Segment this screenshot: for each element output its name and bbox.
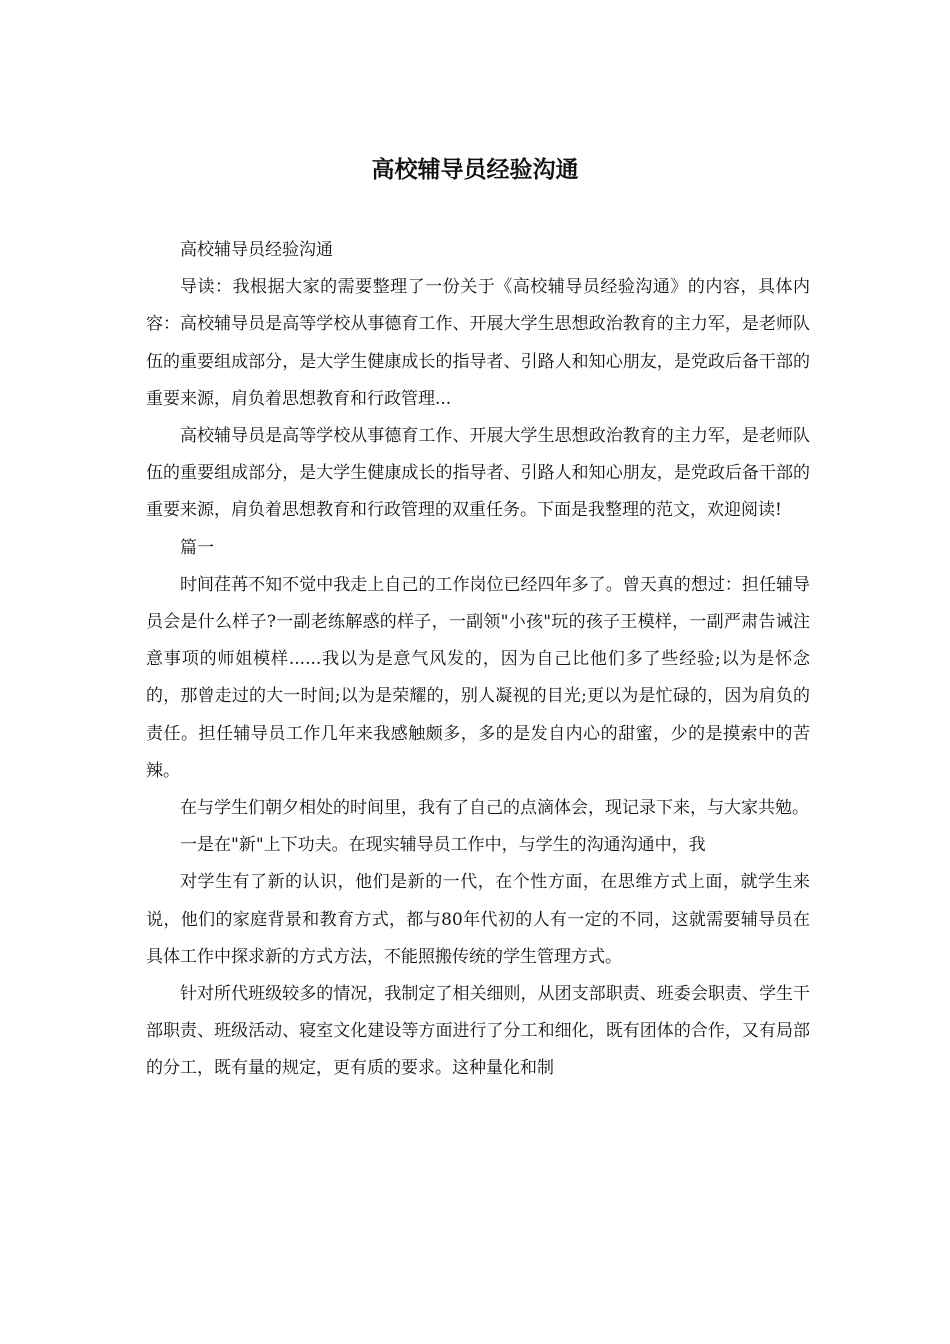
document-title: 高校辅导员经验沟通 [371, 156, 579, 183]
paragraph: 在与学生们朝夕相处的时间里，我有了自己的点滴体会，现记录下来，与大家共勉。 [180, 798, 809, 819]
paragraph: 针对所代班级较多的情况，我制定了相关细则，从团支部职责、班委会职责、学生干部职责、班级活动、寝室文化建设等方面进行了分工和细化，既有团体的合作，又有局部的分工，既有量的规定，更有质的要求。这种量化和制 [146, 984, 810, 1079]
paragraph-intro: 导读：我根据大家的需要整理了一份关于《高校辅导员经验沟通》的内容，具体内容：高校辅导员是高等学校从事德育工作、开展大学生思想政治教育的主力军，是老师队伍的重要组成部分，是大学生健康成长的指导者、引路人和知心朋友，是党政后备干部的重要来源，肩负着思想教育和行政管理... [146, 277, 810, 409]
paragraph: 时间荏苒不知不觉中我走上自己的工作岗位已经四年多了。曾天真的想过：担任辅导员会是什么样子?一副老练解惑的样子，一副领"小孩"玩的孩子王模样，一副严肃告诫注意事项的师姐模样......我以为是意气风发的，因为自己比他们多了些经验;以为是怀念的，那曾走过的大一时间;以为是荣耀的，别人凝视的目光;更以为是忙碌的，因为肩负的责任。担任辅导员工作几年来我感触颇多，多的是发自内心的甜蜜，少的是摸索中的苦辣。 [146, 574, 810, 781]
document-body [146, 232, 810, 1088]
paragraph: 一是在"新"上下功夫。在现实辅导员工作中，与学生的沟通沟通中，我 [180, 835, 706, 856]
paragraph: 对学生有了新的认识，他们是新的一代，在个性方面，在思维方式上面，就学生来说，他们的家庭背景和教育方式，都与80年代初的人有一定的不同，这就需要辅导员在具体工作中探求新的方式方法，不能照搬传统的学生管理方式。 [146, 872, 810, 967]
paragraph-summary: 高校辅导员是高等学校从事德育工作、开展大学生思想政治教育的主力军，是老师队伍的重要组成部分，是大学生健康成长的指导者、引路人和知心朋友，是党政后备干部的重要来源，肩负着思想教育和行政管理的双重任务。下面是我整理的范文，欢迎阅读! [146, 426, 810, 521]
paragraph-heading: 高校辅导员经验沟通 [180, 240, 333, 260]
section-label: 篇一 [180, 537, 214, 558]
